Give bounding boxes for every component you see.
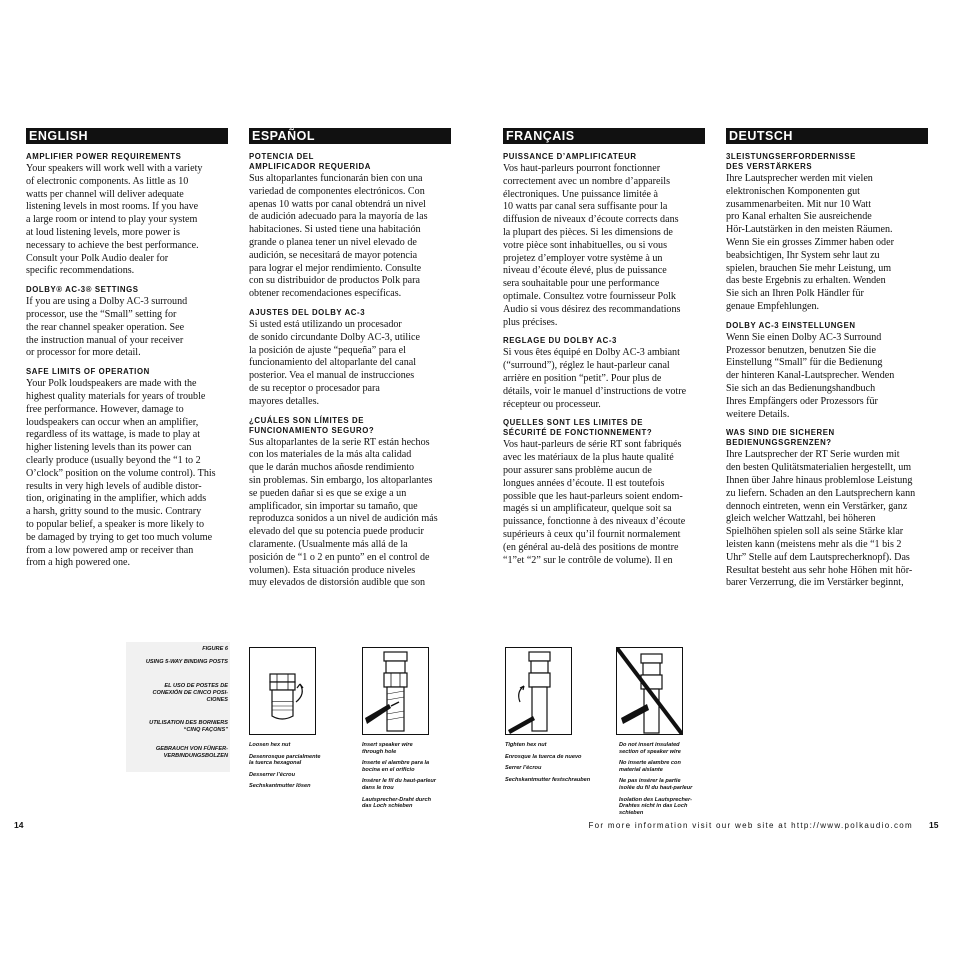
german-heading-dolby: DOLBY AC-3 EINSTELLUNGEN: [726, 320, 856, 330]
caption-tighten-en: Tighten hex nut: [505, 742, 547, 748]
figure-label-panel: [126, 642, 230, 772]
caption-tighten-es: Enrosque la tuerca de nuevo: [505, 753, 582, 760]
caption-loosen-es: Desenrosque parcialmente la tuerca hexagonal: [249, 753, 321, 767]
figure-step-do-not-insert: [616, 647, 683, 735]
caption-step-tighten: [505, 742, 615, 788]
french-text-dolby: Si vous êtes équipé en Dolby AC-3 ambiant (“surround”), réglez le haut-parleur canal arrière en position “petit”. Pour plus de détails, voir le manuel d’instructions de votre récepteur ou processeur.: [503, 347, 687, 410]
spanish-heading-dolby: AJUSTES DEL DOLBY AC-3: [249, 307, 366, 317]
caption-insert-en: Insert speaker wire through hole: [362, 742, 413, 755]
caption-prohibited-es: No inserte alambre con material aislante: [619, 760, 681, 773]
caption-insert-es: Inserte el alambre para la bocina en el orificio: [362, 760, 430, 773]
figure-caption-french: UTILISATION DES BORNIERS “CINQ FAÇONS”: [149, 720, 228, 733]
english-heading-safe-limits: SAFE LIMITS OF OPERATION: [26, 367, 150, 377]
spanish-heading-amplifier: POTENCIA DEL AMPLIFICADOR REQUERIDA: [249, 152, 371, 171]
spanish-column: [249, 128, 474, 590]
french-heading-dolby: REGLAGE DU DOLBY AC-3: [503, 336, 617, 346]
german-text-dolby: Wenn Sie einen Dolby AC-3 Surround Prozessor benutzen, benutzen Sie die Einstellung “Small” für die Bedienung der hinteren Kanal-Lautsprecher. Wenden Sie sich an das Bedienungshandbuch Ihres Empfängers oder Prozessors für weitere Details.: [726, 331, 895, 420]
page-number-right: 15: [929, 820, 939, 830]
figure-number: FIGURE 6: [202, 646, 228, 652]
caption-insert-fr: Insérer le fil du haut-parleur dans le trou: [362, 778, 436, 791]
spanish-section-title: ESPAÑOL: [249, 128, 451, 144]
spanish-heading-safe-limits: ¿CUÁLES SON LÍMITES DE FUNCIONAMIENTO SEGURO?: [249, 415, 375, 435]
french-section-title: FRANÇAIS: [503, 128, 705, 144]
french-heading-amplifier: PUISSANCE D’AMPLIFICATEUR: [503, 152, 637, 161]
german-column: [726, 128, 951, 590]
caption-prohibited-fr: Ne pas insérer la partie isolée du fil du haut-parleur: [619, 778, 693, 791]
english-section-title: ENGLISH: [26, 128, 228, 144]
caption-loosen-fr: Desserrer l’écrou: [249, 771, 296, 778]
caption-tighten-de: Sechskantmutter festschrauben: [505, 776, 591, 783]
french-text-amplifier: Vos haut-parleurs pourront fonctionner correctement avec un nombre d’appareils électroniques. Une puissance limitée à 10 watts par canal sera suffisante pour la diffusion de niveaux d’écoute corrects dans la plupart des pièces. Si les dimensions de votre pièce sont inhabituelles, ou si vous projetez d’employer votre système à un niveau d’écoute élevé, plus de puissance sera souhaitable pour une performance optimale. Consultez votre fournisseur Polk Audio si vous désirez des recommandations plus précises.: [503, 163, 681, 328]
figure-step-loosen: [249, 647, 316, 735]
figure-caption-german: GEBRAUCH VON FÜNFER- VERBINDUNGSBOLZEN: [155, 746, 228, 759]
figure-step-insert-wire: [362, 647, 429, 735]
footer-website-text: For more information visit our web site at http://www.polkaudio.com: [588, 821, 913, 830]
german-section-title: DEUTSCH: [726, 128, 928, 144]
french-heading-safe-limits: QUELLES SONT LES LIMITES DE SÉCURITÉ DE FONCTIONNEMENT?: [503, 418, 653, 438]
page-number-left: 14: [14, 820, 24, 830]
caption-step-insert-wire: [362, 742, 472, 815]
english-column: [26, 128, 251, 570]
figure-caption-english: USING 5-WAY BINDING POSTS: [145, 659, 228, 665]
caption-loosen-de: Sechskantmutter lösen: [249, 783, 311, 790]
spanish-text-dolby: Si usted está utilizando un procesador de sonido circundante Dolby AC-3, utilice la posición de ajuste “pequeña” para el funcionamiento del altoparlante del canal posterior. Vea el manual de instrucciones de su receptor o procesador para mayores detalles.: [249, 318, 420, 407]
caption-prohibited-de: Isolation des Lautsprecher- Drahtes nicht in das Loch schieben: [619, 796, 693, 816]
german-text-safe-limits: Ihre Lautsprecher der RT Serie wurden mit den besten Qulitätsmaterialien hergestellt, um Ihnen über Jahre hinaus problemlose Leistung zu liefern. Schaden an den Lautsprechern kann dennoch eintreten, wenn ein Verstärker, ganz gleich welcher Wattzahl, bei höheren Spielhöhen spielen soll als seine Stärke klar leisten kann (meistens mehr als die “1 bis 2 Uhr” Stelle auf dem Lautsprecherknopf). Das Resultat besteht aus sehr hohe Höhen mit hör- barer Verzerrung, die im Verstärker beginnt,: [726, 449, 916, 589]
english-heading-amplifier: AMPLIFIER POWER REQUIREMENTS: [26, 152, 182, 161]
english-text-dolby: If you are using a Dolby AC-3 surround processor, use the “Small” setting for the rear channel speaker operation. See the instruction manual of your receiver or processor for more detail.: [26, 296, 188, 359]
english-heading-dolby: DOLBY® AC-3® SETTINGS: [26, 285, 139, 295]
binding-post-loosen-icon: [250, 648, 315, 734]
caption-prohibited-en: Do not insert insulated section of speaker wire: [619, 742, 681, 755]
caption-step-loosen: [249, 742, 359, 795]
german-heading-safe-limits: WAS SIND DIE SICHEREN BEDIENUNGSGRENZEN?: [726, 428, 835, 448]
german-heading-amplifier: 3LEISTUNGSERFORDERNISSE DES VERSTÄRKERS: [726, 152, 856, 171]
spanish-text-amplifier: Sus altoparlantes funcionarán bien con una variedad de componentes electrónicos. Con apenas 10 watts por canal obtendrá un nivel de audición adecuado para la mayoría de las habitaciones. Si usted tiene una habitación grande o planea tener un nivel elevado de audición, se necesitará de mayor potencia para lograr el mejor rendimiento. Consulte con su distribuidor de productos Polk para obtener recomendaciones específicas.: [249, 173, 428, 300]
binding-post-prohibited-icon: [617, 648, 682, 734]
caption-insert-de: Lautsprecher-Draht durch das Loch schieben: [362, 796, 432, 810]
caption-loosen-en: Loosen hex nut: [249, 742, 291, 748]
figure-caption-spanish: EL USO DE POSTES DE CONEXIÓN DE CINCO POSI- CIONES: [152, 683, 228, 703]
english-text-amplifier: Your speakers will work well with a variety of electronic components. As little as 10 watts per channel will deliver adequate listening levels in most rooms. If you have a large room or intend to play your system at loud listening levels, more power is necessary to achieve the best performance. Consult your Polk Audio dealer for specific recommendations.: [26, 163, 203, 277]
binding-post-insert-wire-icon: [363, 648, 428, 734]
german-text-amplifier: Ihre Lautsprecher werden mit vielen elektronischen Komponenten gut zusammenarbeiten. Mit nur 10 Watt pro Kanal erhalten Sie ausreichende Hör-Lautstärken in den meisten Räumen. Wenn Sie ein grosses Zimmer haben oder beabsichtigen, Ihr System sehr laut zu spielen, brauchen Sie mehr Leistung, um das beste Ergebnis zu erhalten. Wenden Sie sich an Ihren Polk Händler für genaue Empfehlungen.: [726, 173, 894, 312]
binding-post-tighten-icon: [506, 648, 571, 734]
french-column: [503, 128, 728, 567]
english-text-safe-limits: Your Polk loudspeakers are made with the highest quality materials for years of trouble free performance. However, damage to loudspeakers can occur when an amplifier, regardless of its wattage, is made to play at higher listening levels than its power can clearly produce (usually beyond the “1 to 2 O’clock” position on the volume control). This results in very high levels of audible distor- tion, originating in the amplifier, which adds a harsh, gritty sound to the music. Contrary to popular belief, a speaker is more likely to be damaged by trying to get too much volume from a low powered amp or receiver than from a high powered one.: [26, 378, 216, 569]
french-text-safe-limits: Vos haut-parleurs de série RT sont fabriqués avec les matériaux de la plus haute qualité pour assurer sans problème aucun de longues années d’écoute. Il est toutefois possible que les haut-parleurs soient endom- magés si un amplificateur, quelque soit sa puissance, fonctionne à des niveaux d’écoute supérieurs à ceux qu’il fournit normalement (en général au-delà des positions de montre “1”et “2” sur le contrôle de volume). Il en: [503, 439, 686, 566]
caption-step-do-not-insert: [619, 742, 729, 821]
figure-step-tighten: [505, 647, 572, 735]
spanish-text-safe-limits: Sus altoparlantes de la serie RT están hechos con los materiales de la más alta calidad que le darán muchos añosde rendimiento sin problemas. Sin embargo, los altoparlantes se pueden dañar si es que se exige a un amplificador, sin importar su tamaño, que reproduzca sonidos a un nivel de audición más elevado del que su potencia puede producir claramente. (Usualmente más allá de la posición de “1 o 2 en punto” en el control de volumen). Esta situación produce niveles muy elevados de distorsión audible que son: [249, 436, 438, 589]
caption-tighten-fr: Serrer l’écrou: [505, 765, 542, 772]
